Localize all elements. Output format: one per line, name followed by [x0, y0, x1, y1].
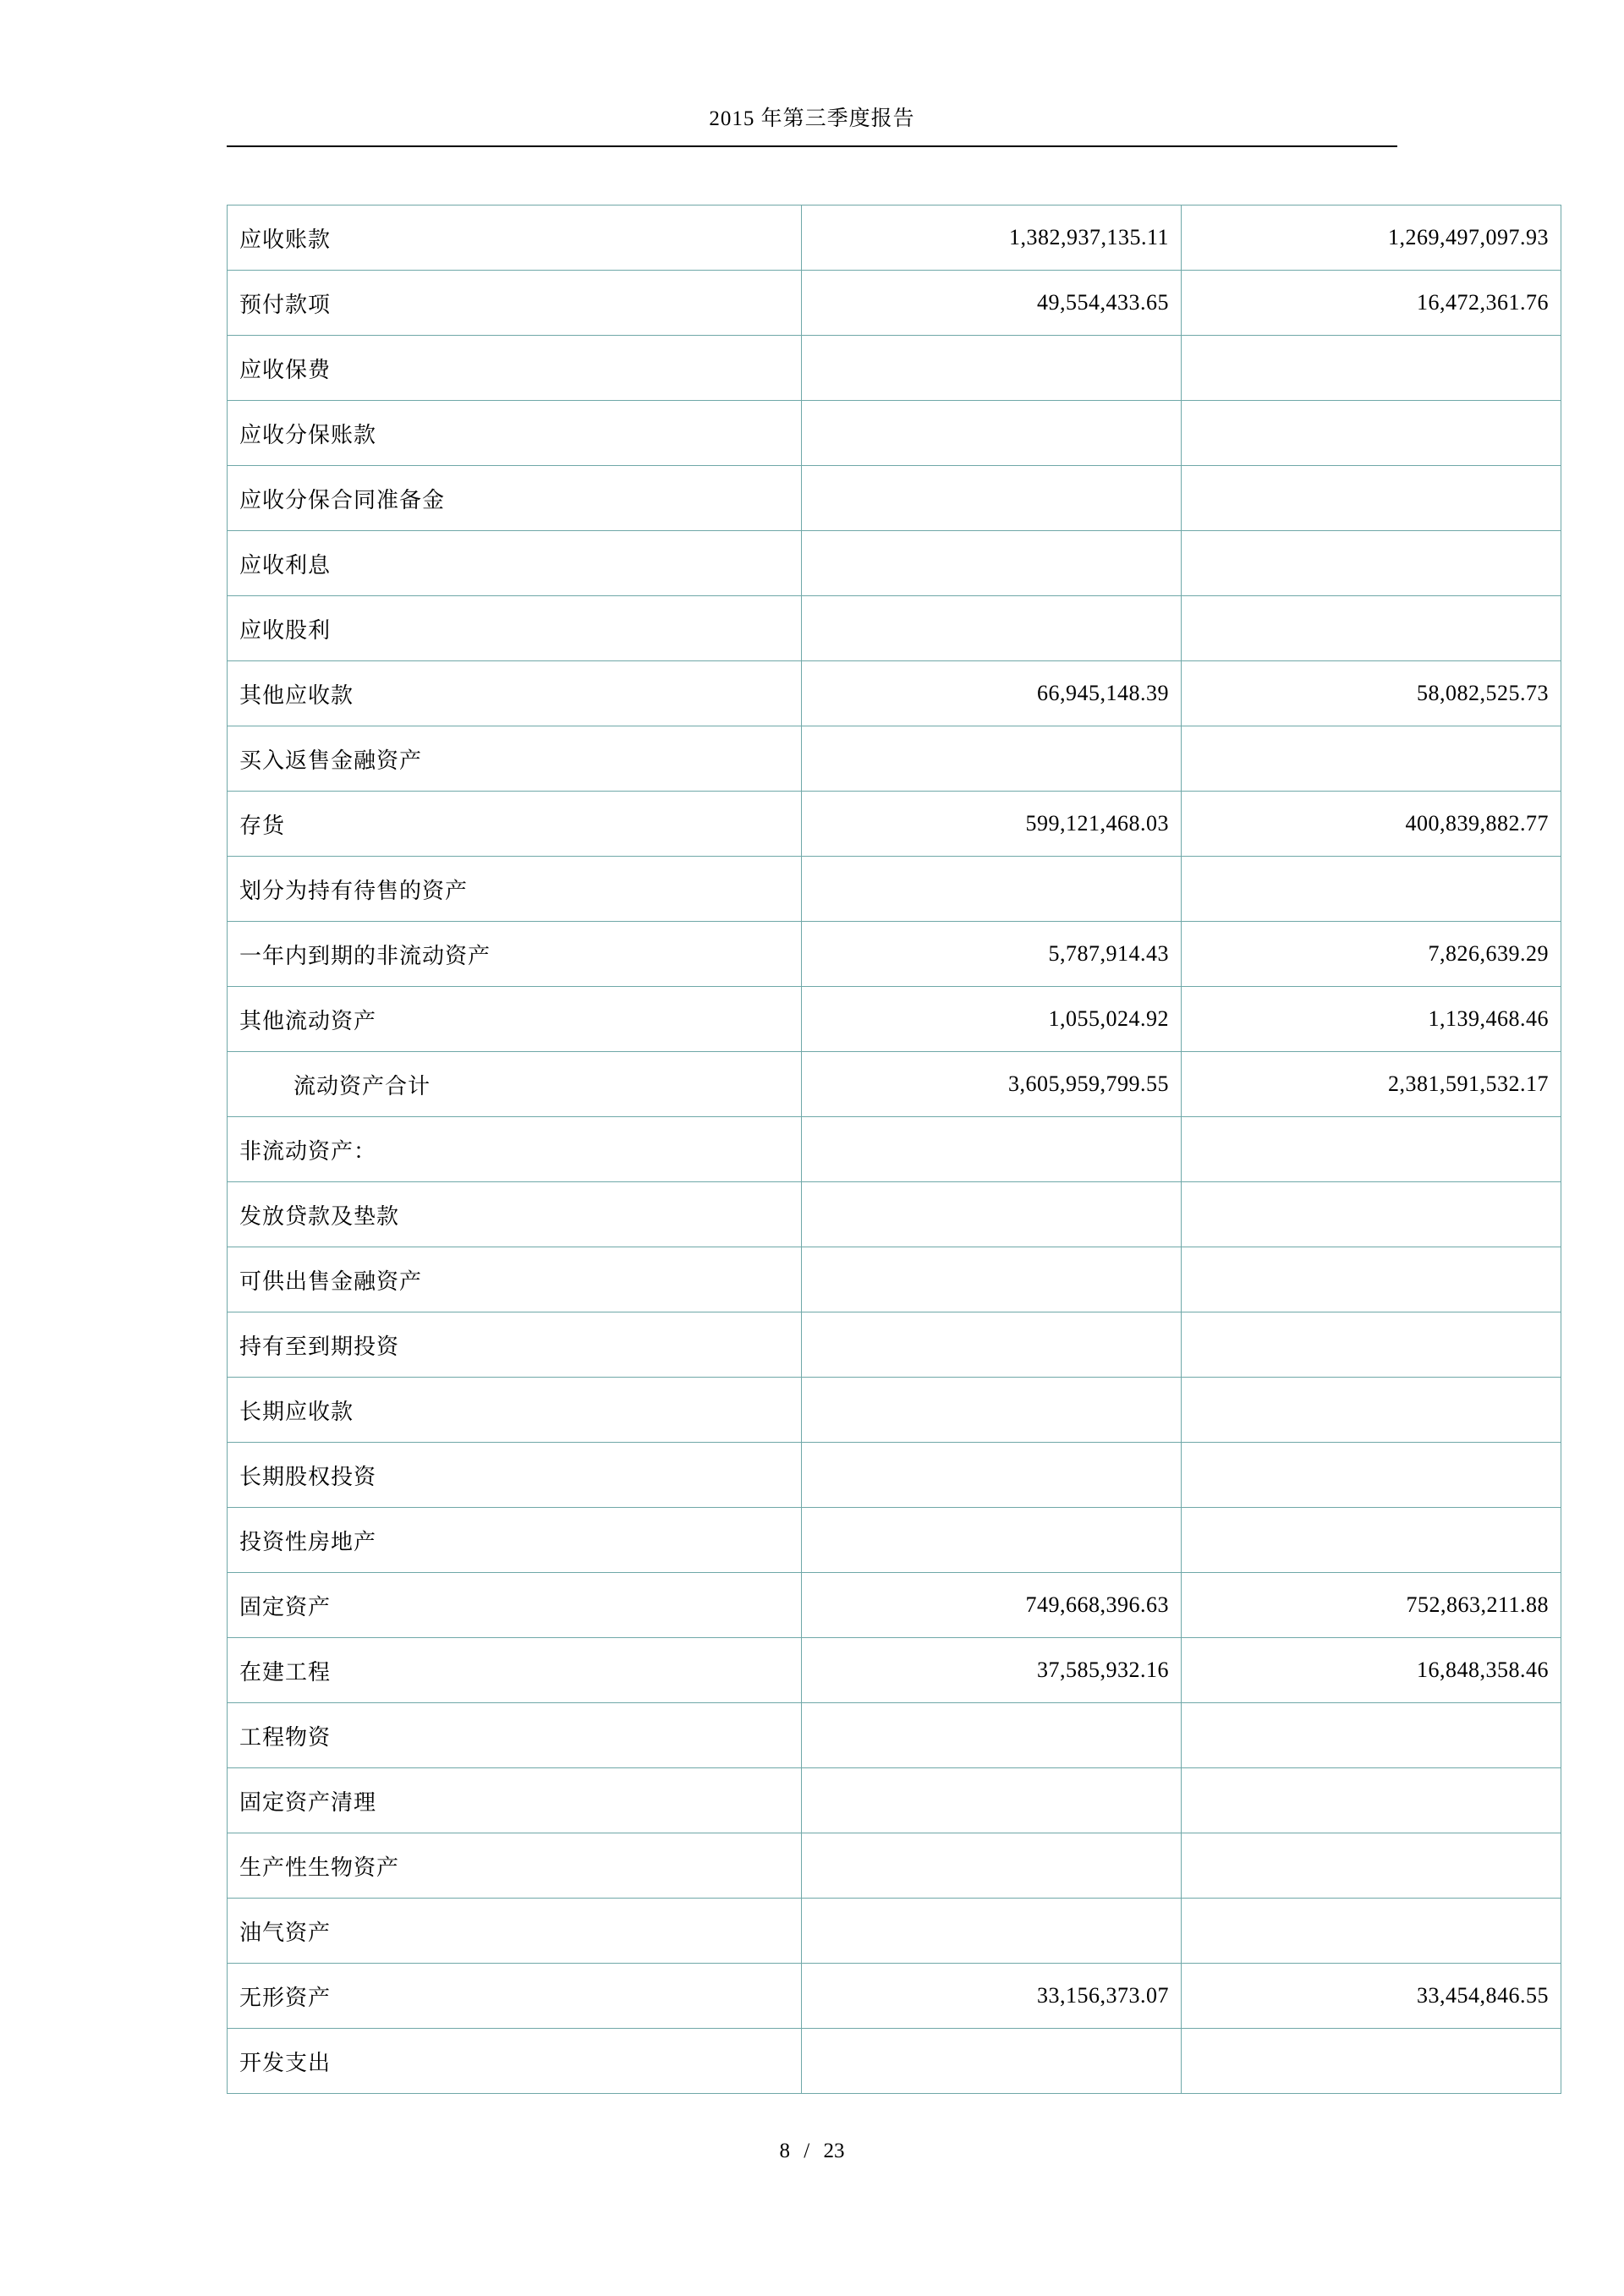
row-label: 应收保费 — [228, 336, 802, 401]
row-value-current — [802, 1508, 1182, 1573]
table-row — [228, 1638, 1561, 1703]
table-row — [228, 1182, 1561, 1247]
row-value-prior — [1182, 401, 1561, 466]
table-row — [228, 531, 1561, 596]
row-value-current — [802, 1247, 1182, 1312]
row-label: 长期应收款 — [228, 1378, 802, 1443]
row-value-prior — [1182, 1117, 1561, 1182]
table-row — [228, 1899, 1561, 1964]
row-value-current — [802, 1117, 1182, 1182]
row-value-prior — [1182, 857, 1561, 922]
report-title: 2015 年第三季度报告 — [709, 107, 915, 130]
row-label: 其他应收款 — [228, 661, 802, 726]
row-value-current: 599,121,468.03 — [802, 792, 1182, 857]
row-label: 固定资产 — [228, 1573, 802, 1638]
row-label: 买入返售金融资产 — [228, 726, 802, 792]
row-value-current — [802, 1768, 1182, 1833]
page-header — [227, 101, 1397, 132]
row-label: 油气资产 — [228, 1899, 802, 1964]
row-label: 工程物资 — [228, 1703, 802, 1768]
row-value-current — [802, 1443, 1182, 1508]
row-value-current — [802, 466, 1182, 531]
table-row — [228, 922, 1561, 987]
row-value-current — [802, 2029, 1182, 2094]
row-value-prior — [1182, 1768, 1561, 1833]
row-value-current: 3,605,959,799.55 — [802, 1052, 1182, 1117]
header-divider — [227, 145, 1397, 147]
row-label: 应收账款 — [228, 205, 802, 271]
row-value-prior — [1182, 1833, 1561, 1899]
row-label: 应收分保账款 — [228, 401, 802, 466]
page-footer — [0, 2140, 1624, 2163]
row-value-prior — [1182, 726, 1561, 792]
row-label: 预付款项 — [228, 271, 802, 336]
row-value-prior — [1182, 1899, 1561, 1964]
row-value-current — [802, 857, 1182, 922]
row-label: 在建工程 — [228, 1638, 802, 1703]
row-value-current: 749,668,396.63 — [802, 1573, 1182, 1638]
row-value-current — [802, 401, 1182, 466]
table-row — [228, 466, 1561, 531]
table-row — [228, 1573, 1561, 1638]
table-row — [228, 1052, 1561, 1117]
row-value-prior: 16,472,361.76 — [1182, 271, 1561, 336]
row-label: 发放贷款及垫款 — [228, 1182, 802, 1247]
table-row — [228, 661, 1561, 726]
row-value-prior: 2,381,591,532.17 — [1182, 1052, 1561, 1117]
table-row — [228, 1117, 1561, 1182]
row-value-current — [802, 1833, 1182, 1899]
row-value-prior: 1,139,468.46 — [1182, 987, 1561, 1052]
row-value-current: 49,554,433.65 — [802, 271, 1182, 336]
table-row — [228, 401, 1561, 466]
row-value-prior — [1182, 596, 1561, 661]
row-label: 持有至到期投资 — [228, 1312, 802, 1378]
row-value-prior — [1182, 336, 1561, 401]
row-value-prior: 16,848,358.46 — [1182, 1638, 1561, 1703]
footer-total-pages: 23 — [823, 2140, 845, 2162]
row-label: 生产性生物资产 — [228, 1833, 802, 1899]
row-value-current — [802, 1378, 1182, 1443]
row-value-current — [802, 1703, 1182, 1768]
table-row — [228, 596, 1561, 661]
table-row — [228, 857, 1561, 922]
row-label: 开发支出 — [228, 2029, 802, 2094]
row-value-current — [802, 1899, 1182, 1964]
row-label: 应收利息 — [228, 531, 802, 596]
row-value-prior — [1182, 1508, 1561, 1573]
row-value-current: 1,382,937,135.11 — [802, 205, 1182, 271]
row-value-prior: 1,269,497,097.93 — [1182, 205, 1561, 271]
row-label: 划分为持有待售的资产 — [228, 857, 802, 922]
row-value-current — [802, 531, 1182, 596]
row-value-prior: 400,839,882.77 — [1182, 792, 1561, 857]
row-value-prior — [1182, 1312, 1561, 1378]
row-value-prior: 7,826,639.29 — [1182, 922, 1561, 987]
table-row — [228, 1378, 1561, 1443]
row-value-prior — [1182, 1247, 1561, 1312]
table-row — [228, 1508, 1561, 1573]
row-label: 存货 — [228, 792, 802, 857]
table-row — [228, 205, 1561, 271]
row-value-current: 66,945,148.39 — [802, 661, 1182, 726]
balance-sheet-table-wrapper — [227, 205, 1549, 2094]
row-label: 投资性房地产 — [228, 1508, 802, 1573]
row-value-prior: 752,863,211.88 — [1182, 1573, 1561, 1638]
row-value-current: 1,055,024.92 — [802, 987, 1182, 1052]
table-row — [228, 726, 1561, 792]
balance-sheet-table — [227, 205, 1561, 2094]
row-value-current: 33,156,373.07 — [802, 1964, 1182, 2029]
table-row — [228, 1312, 1561, 1378]
row-value-prior — [1182, 1182, 1561, 1247]
table-row — [228, 1703, 1561, 1768]
row-label: 长期股权投资 — [228, 1443, 802, 1508]
table-row — [228, 987, 1561, 1052]
row-value-current — [802, 336, 1182, 401]
table-row — [228, 792, 1561, 857]
row-label: 一年内到期的非流动资产 — [228, 922, 802, 987]
table-row — [228, 1833, 1561, 1899]
footer-separator: / — [804, 2140, 810, 2162]
row-label: 应收分保合同准备金 — [228, 466, 802, 531]
row-value-current: 5,787,914.43 — [802, 922, 1182, 987]
row-label: 非流动资产： — [228, 1117, 802, 1182]
row-value-current — [802, 1182, 1182, 1247]
row-label: 无形资产 — [228, 1964, 802, 2029]
table-row — [228, 1443, 1561, 1508]
row-label: 其他流动资产 — [228, 987, 802, 1052]
row-value-prior — [1182, 1443, 1561, 1508]
row-value-current — [802, 726, 1182, 792]
row-label: 固定资产清理 — [228, 1768, 802, 1833]
row-label: 应收股利 — [228, 596, 802, 661]
table-row — [228, 1964, 1561, 2029]
row-value-prior — [1182, 1703, 1561, 1768]
row-value-current: 37,585,932.16 — [802, 1638, 1182, 1703]
row-label: 可供出售金融资产 — [228, 1247, 802, 1312]
row-label: 流动资产合计 — [228, 1052, 802, 1117]
row-value-prior: 58,082,525.73 — [1182, 661, 1561, 726]
row-value-prior: 33,454,846.55 — [1182, 1964, 1561, 2029]
table-row — [228, 1768, 1561, 1833]
table-body — [228, 205, 1561, 2094]
table-row — [228, 271, 1561, 336]
table-row — [228, 1247, 1561, 1312]
table-row — [228, 336, 1561, 401]
row-value-prior — [1182, 466, 1561, 531]
table-row — [228, 2029, 1561, 2094]
row-value-current — [802, 596, 1182, 661]
row-value-current — [802, 1312, 1182, 1378]
footer-page-number: 8 — [779, 2140, 791, 2162]
row-value-prior — [1182, 2029, 1561, 2094]
row-value-prior — [1182, 1378, 1561, 1443]
row-value-prior — [1182, 531, 1561, 596]
